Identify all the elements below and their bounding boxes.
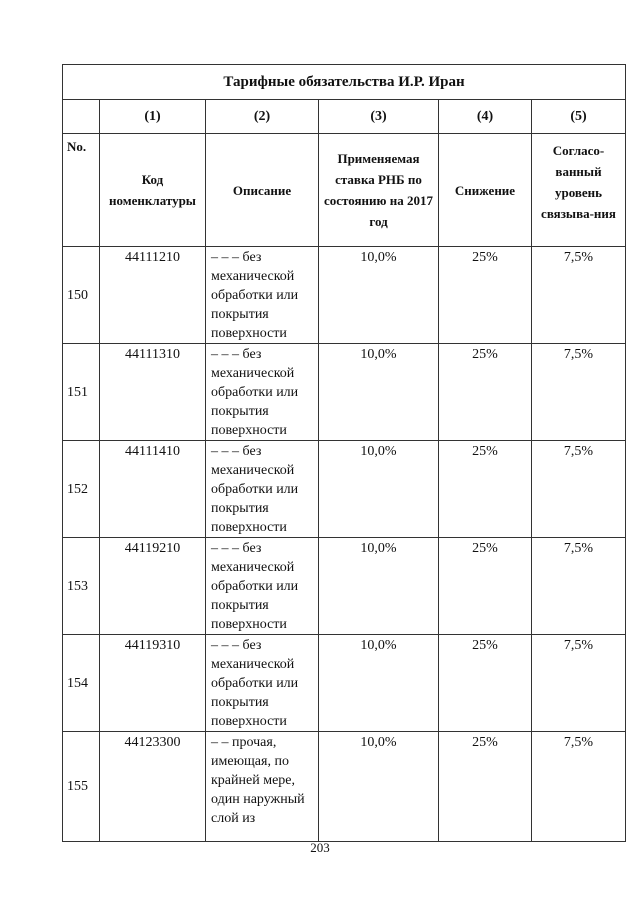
- column-number: (5): [532, 100, 626, 134]
- header-code: Код номенклатуры: [100, 134, 206, 247]
- row-reduction: 25%: [439, 732, 532, 842]
- row-code: 44111310: [100, 344, 206, 441]
- column-number-blank: [63, 100, 100, 134]
- tariff-table: [62, 64, 626, 842]
- column-number: (3): [319, 100, 439, 134]
- column-number: (1): [100, 100, 206, 134]
- table-row: [63, 732, 626, 842]
- row-applied-rate: 10,0%: [319, 635, 439, 732]
- table-title: Тарифные обязательства И.Р. Иран: [63, 65, 626, 100]
- row-number: 152: [63, 441, 100, 538]
- row-code: 44119210: [100, 538, 206, 635]
- row-bound-rate: 7,5%: [532, 441, 626, 538]
- row-description: – – – без механической обработки или покрытия поверхности: [206, 344, 319, 441]
- row-bound-rate: 7,5%: [532, 344, 626, 441]
- row-reduction: 25%: [439, 635, 532, 732]
- table-row: [63, 247, 626, 344]
- row-reduction: 25%: [439, 441, 532, 538]
- row-number: 155: [63, 732, 100, 842]
- header-reduction: Снижение: [439, 134, 532, 247]
- row-bound-rate: 7,5%: [532, 635, 626, 732]
- row-number: 153: [63, 538, 100, 635]
- row-reduction: 25%: [439, 344, 532, 441]
- row-applied-rate: 10,0%: [319, 344, 439, 441]
- header-row: [63, 134, 626, 247]
- header-no: No.: [63, 134, 100, 247]
- row-number: 151: [63, 344, 100, 441]
- row-code: 44123300: [100, 732, 206, 842]
- row-code: 44111410: [100, 441, 206, 538]
- row-description: – – прочая, имеющая, по крайней мере, один наружный слой из: [206, 732, 319, 842]
- table-row: [63, 441, 626, 538]
- row-bound-rate: 7,5%: [532, 538, 626, 635]
- header-description: Описание: [206, 134, 319, 247]
- row-bound-rate: 7,5%: [532, 732, 626, 842]
- header-bound-rate: Согласо-ванный уровень связыва-ния: [532, 134, 626, 247]
- row-description: – – – без механической обработки или покрытия поверхности: [206, 538, 319, 635]
- row-applied-rate: 10,0%: [319, 247, 439, 344]
- row-description: – – – без механической обработки или покрытия поверхности: [206, 635, 319, 732]
- table-row: [63, 344, 626, 441]
- row-applied-rate: 10,0%: [319, 441, 439, 538]
- row-code: 44111210: [100, 247, 206, 344]
- row-description: – – – без механической обработки или покрытия поверхности: [206, 441, 319, 538]
- page-number: 203: [310, 840, 330, 855]
- row-applied-rate: 10,0%: [319, 732, 439, 842]
- row-reduction: 25%: [439, 538, 532, 635]
- table-row: [63, 538, 626, 635]
- column-number: (4): [439, 100, 532, 134]
- row-description: – – – без механической обработки или покрытия поверхности: [206, 247, 319, 344]
- row-number: 150: [63, 247, 100, 344]
- column-number-row: [63, 100, 626, 134]
- row-number: 154: [63, 635, 100, 732]
- header-applied-rate: Применяемая ставка РНБ по состоянию на 2017 год: [319, 134, 439, 247]
- row-applied-rate: 10,0%: [319, 538, 439, 635]
- table-row: [63, 635, 626, 732]
- row-reduction: 25%: [439, 247, 532, 344]
- row-bound-rate: 7,5%: [532, 247, 626, 344]
- column-number: (2): [206, 100, 319, 134]
- row-code: 44119310: [100, 635, 206, 732]
